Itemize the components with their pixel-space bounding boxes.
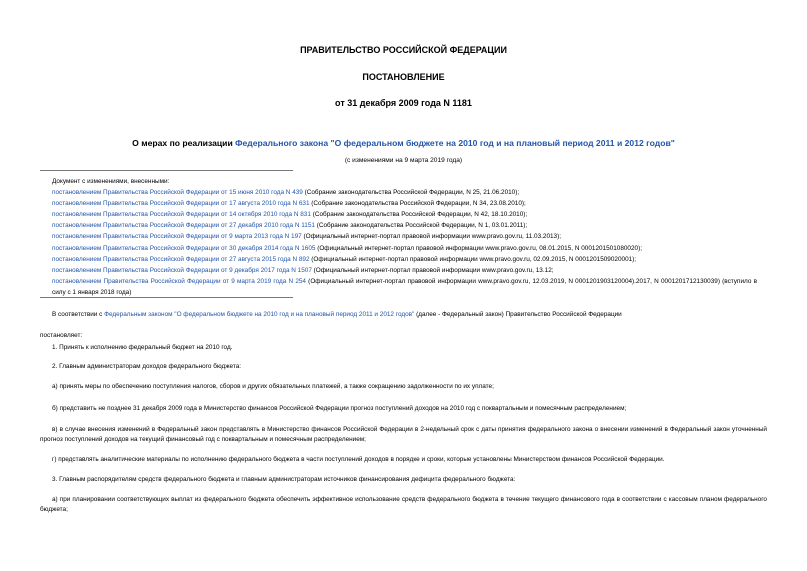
amendment-source: (Официальный интернет-портал правовой информации www.pravo.gov.ru, 02.09.2015, N 0001201509020001); [309,255,637,263]
amendment-source: (Официальный интернет-портал правовой информации www.pravo.gov.ru, 11.03.2013); [301,233,562,241]
amendment-link[interactable]: постановлением Правительства Российской Федерации от 9 декабря 2017 года N 1507 [52,266,312,274]
list-item [52,209,757,220]
amendment-source: (Собрание законодательства Российской Федерации, N 34, 23.08.2010); [309,200,526,208]
paragraph-1: 1. Принять к исполнению федеральный бюджет на 2010 год. [52,344,233,351]
page-title [40,138,767,148]
amendment-link[interactable]: постановлением Правительства Российской Федерации от 27 августа 2015 года N 892 [52,255,310,263]
paragraph-2: 2. Главным администраторам доходов федерального бюджета: [52,363,242,370]
changes-list [52,176,757,298]
list-item [52,276,757,298]
revision-note: (с изменениями на 9 марта 2019 года) [344,157,463,164]
list-item [52,220,757,231]
changes-intro: Документ с изменениями, внесенными: [52,178,170,185]
amendment-source: (Официальный интернет-портал правовой информации www.pravo.gov.ru, 08.01.2015, N 0001201501080020); [315,244,643,252]
amendment-link[interactable]: постановлением Правительства Российской Федерации от 14 октября 2010 года N 831 [52,211,311,219]
list-item [52,187,757,198]
amendment-link[interactable]: постановлением Правительства Российской Федерации от 27 декабря 2010 года N 1151 [52,222,315,230]
paragraph-3a: а) при планировании соответствующих выплат из федерального бюджета обеспечить эффективное использование средств федерального бюджета в течение текущего финансового года в соответствии с кассовым планом федерального бюджета; [40,496,767,513]
list-item [52,265,757,276]
doc-type: ПОСТАНОВЛЕНИЕ [362,72,445,82]
list-item [52,231,757,242]
amendment-source: (Собрание законодательства Российской Федерации, N 25, 21.06.2010); [302,189,520,197]
preamble [52,310,757,320]
amendment-link[interactable]: постановлением Правительства Российской Федерации от 15 июня 2010 года N 439 [52,189,303,197]
paragraph-2a: а) принять меры по обеспечению поступления налогов, сборов и других обязательных платежей, а также сокращению задолженности по их уплате; [52,383,494,390]
doc-date-number: от 31 декабря 2009 года N 1181 [335,98,472,108]
paragraph-3: 3. Главным распорядителям средств федерального бюджета и главным администраторам источников финансирования дефицита федерального бюджета: [52,476,516,483]
list-item [52,254,757,265]
title-prefix: О мерах по реализации [132,138,236,148]
preamble-prefix: В соответствии с [52,311,105,318]
preamble-suffix: (далее - Федеральный закон) Правительство Российской Федерации [414,311,622,318]
federal-law-link[interactable]: Федеральным законом "О федеральном бюджете на 2010 год и на плановый период 2011 и 2012 годов" [104,311,415,318]
federal-law-link[interactable]: Федерального закона "О федеральном бюджете на 2010 год и на плановый период 2011 и 2012 годов" [235,138,675,148]
amendment-source: (Официальный интернет-портал правовой информации www.pravo.gov.ru, 12.03.2019, N 0001201903120004).2017, N 0001201712130039) (вступило в силу с 1 января 2018 года) [52,277,757,296]
paragraph-2g: г) представлять аналитические материалы по исполнению федерального бюджета в части поступлений доходов в порядке и сроки, которые установлены Министерством финансов Российской Федерации. [52,456,665,463]
org-name: ПРАВИТЕЛЬСТВО РОССИЙСКОЙ ФЕДЕРАЦИИ [300,45,507,55]
list-item [52,243,757,254]
divider-top [40,170,293,171]
amendment-link[interactable]: постановлением Правительства Российской Федерации от 30 декабря 2014 года N 1605 [52,244,316,252]
resolves-text: постановляет: [40,332,83,339]
paragraph-2v: в) в случае внесения изменений в Федеральный закон представлять в Министерство финансов Российской Федерации в 2-недельный срок с даты принятия федерального закона о внесении изменений в Федеральный закон уточненный прогноз поступлений доходов на текущий финансовый год с поквартальным и помесячным распределением; [40,426,767,443]
amendment-link[interactable]: постановлением Правительства Российской Федерации от 17 августа 2010 года N 631 [52,200,310,208]
amendment-source: (Официальный интернет-портал правовой информации www.pravo.gov.ru, 13.12; [311,266,554,274]
divider-bottom [40,297,293,298]
amendment-source: (Собрание законодательства Российской Федерации, N 1, 03.01.2011); [314,222,528,230]
amendment-link[interactable]: постановлением Правительства Российской Федерации от 9 марта 2013 года N 197 [52,233,302,241]
paragraph-2b: б) представить не позднее 31 декабря 2009 года в Министерство финансов Российской Федерации прогноз поступлений доходов на 2010 год с поквартальным и помесячным распределением; [52,405,627,412]
amendment-source: (Собрание законодательства Российской Федерации, N 42, 18.10.2010); [310,211,528,219]
list-item [52,198,757,209]
amendment-link[interactable]: постановлением Правительства Российской Федерации от 9 марта 2019 года N 254 [52,277,306,285]
